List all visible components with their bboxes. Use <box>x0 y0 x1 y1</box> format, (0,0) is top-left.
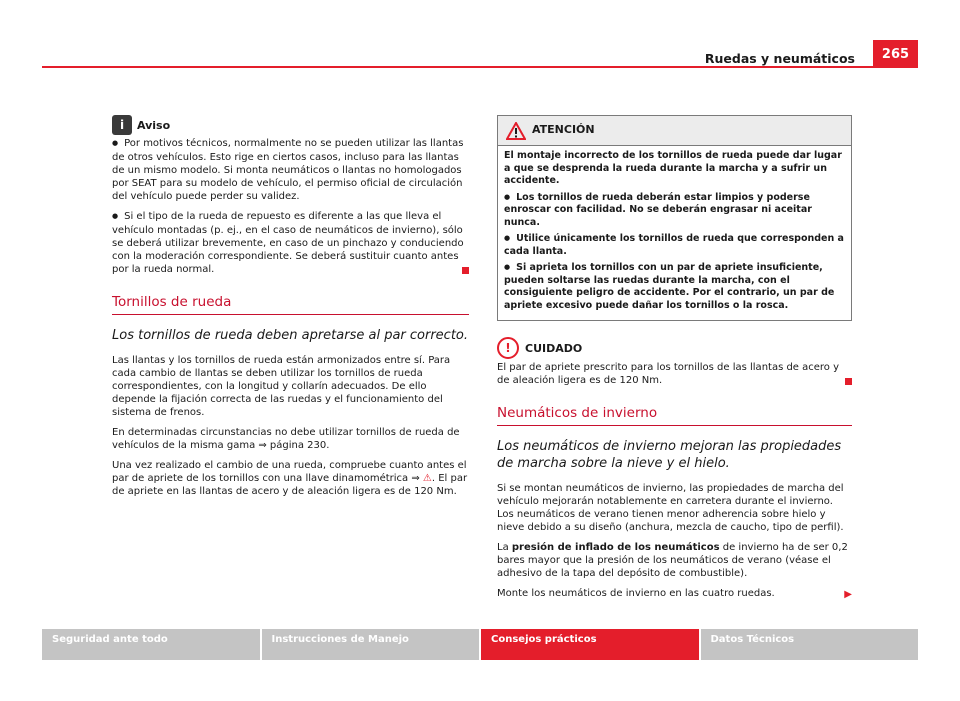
continue-arrow-icon: ▶ <box>844 589 852 600</box>
paragraph: En determinadas circunstancias no debe utilizar tornillos de rueda de vehículos de la misma gama ⇒ página 230. <box>112 427 460 451</box>
tab-datos[interactable]: Datos Técnicos <box>701 629 919 660</box>
cuidado-heading <box>497 337 852 359</box>
atencion-title: ATENCIÓN <box>532 123 595 137</box>
right-column <box>497 115 852 607</box>
end-square-icon <box>462 267 469 274</box>
tab-seguridad[interactable]: Seguridad ante todo <box>42 629 260 660</box>
aviso-item: ● Por motivos técnicos, normalmente no se pueden utilizar las llantas de otros vehículos. Esto rige en ciertos casos, incluso para las llantas de un mismo modelo. Si monta neumáticos o llantas no homologados por SEAT para su modelo de vehículo, el permiso oficial de circulación del vehículo puede perder su validez. <box>112 137 469 203</box>
info-icon: i <box>112 115 132 135</box>
section-title-invierno: Neumáticos de invierno <box>497 407 852 426</box>
paragraph: Si se montan neumáticos de invierno, las propiedades de marcha del vehículo mejorarán notablemente en carretera durante el invierno. Los neumáticos de verano tienen menor adherencia sobre hielo y nieve debido a su diseño (anchura, mezcla de caucho, tipo de perfil). <box>497 483 844 533</box>
tab-consejos[interactable]: Consejos prácticos <box>481 629 699 660</box>
cuidado-title: CUIDADO <box>525 341 583 355</box>
cuidado-text: El par de apriete prescrito para los tornillos de las llantas de acero y de aleación ligera es de 120 Nm. <box>497 361 852 387</box>
atencion-item: ● Los tornillos de rueda deberán estar limpios y poderse enroscar con facilidad. No se deberán engrasar ni aceitar nunca. <box>504 192 845 230</box>
header-rule <box>42 66 918 68</box>
atencion-heading <box>498 116 851 146</box>
aviso-heading <box>112 115 469 135</box>
aviso-title: Aviso <box>137 118 171 132</box>
paragraph: Las llantas y los tornillos de rueda están armonizados entre sí. Para cada cambio de llantas se deben utilizar los tornillos de rueda correspondientes, con la longitud y collarín adecuados. De ello depende la fijación correcta de las ruedas y el funcionamiento del sistema de frenos. <box>112 355 451 418</box>
atencion-intro: El montaje incorrecto de los tornillos de rueda puede dar lugar a que se desprenda la rueda durante la marcha y a sufrir un accidente. <box>504 150 842 186</box>
atencion-item: ● Utilice únicamente los tornillos de rueda que corresponden a cada llanta. <box>504 233 845 258</box>
footer-nav <box>42 629 918 660</box>
section-subtitle-invierno: Los neumáticos de invierno mejoran las propiedades de marcha sobre la nieve y el hielo. <box>497 439 842 471</box>
warning-triangle-icon[interactable]: ⚠ <box>422 473 432 484</box>
atencion-item: ● Si aprieta los tornillos con un par de apriete insuficiente, pueden soltarse las ruedas durante la marcha, con el consiguiente peligro de accidente. Por el contrario, un par de apriete excesivo puede dañar los tornillos o la rosca. <box>504 262 845 312</box>
left-column <box>112 115 469 505</box>
page-number: 265 <box>873 40 918 66</box>
paragraph: La presión de inflado de los neumáticos de invierno ha de ser 0,2 bares mayor que la presión de los neumáticos de verano (véase el adhesivo de la tapa del depósito de combustible). <box>497 542 848 579</box>
atencion-body <box>498 146 851 320</box>
paragraph: Una vez realizado el cambio de una rueda, compruebe cuanto antes el par de apriete de los tornillos con una llave dinamométrica ⇒ ⚠. El par de apriete en las llantas de acero y de aleación ligera es de 120 Nm. <box>112 460 468 497</box>
tab-instrucciones[interactable]: Instrucciones de Manejo <box>262 629 480 660</box>
aviso-item: ● Si el tipo de la rueda de repuesto es diferente a las que lleva el vehículo montadas (p. ej., en el caso de neumáticos de invierno), sólo se deberá utilizar brevemente, en caso de un pinchazo y conduciendo con la moderación correspondiente. Se deberá sustituir cuanto antes por la rueda normal. <box>112 210 469 276</box>
exclamation-circle-icon: ! <box>497 337 519 359</box>
atencion-box <box>497 115 852 321</box>
paragraph: Monte los neumáticos de invierno en las cuatro ruedas. ▶ <box>497 588 852 600</box>
running-header-title: Ruedas y neumáticos <box>704 51 855 66</box>
section-title-tornillos: Tornillos de rueda <box>112 296 469 315</box>
warning-triangle-icon <box>506 122 526 140</box>
section-subtitle-tornillos: Los tornillos de rueda deben apretarse al par correcto. <box>112 328 469 343</box>
end-square-icon <box>845 378 852 385</box>
